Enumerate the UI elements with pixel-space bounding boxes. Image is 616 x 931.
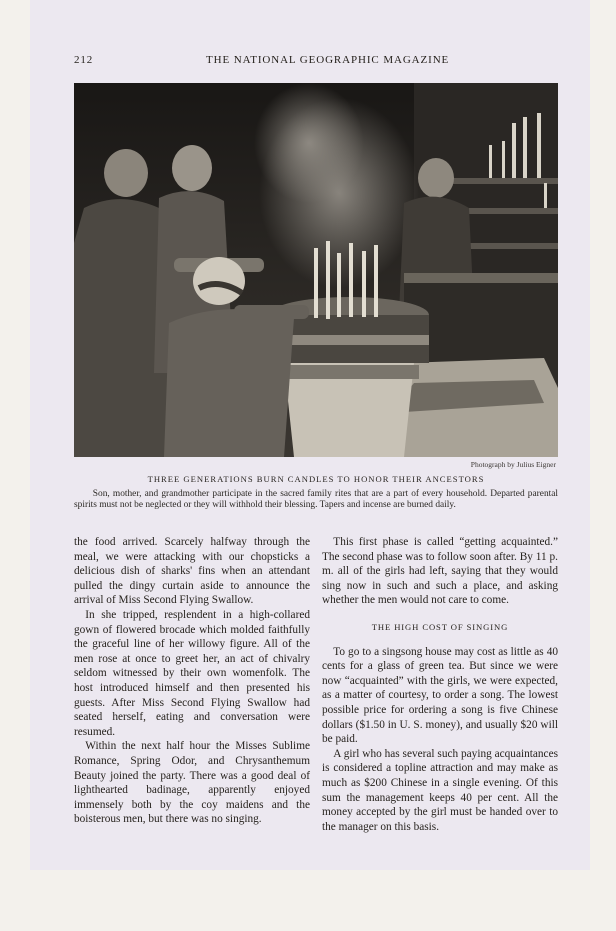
paragraph: This first phase is called “getting acquainted.” The second phase was to follow soon after. By 11 p. m. all of the girls had left, saying that they would sing now in such and such a place, and asking whether the men would not care to come. — [322, 536, 558, 607]
page-number: 212 — [74, 54, 94, 66]
magazine-page — [30, 0, 590, 870]
photo-credit: Photograph by Julius Eigner — [470, 460, 556, 469]
caption-title: THREE GENERATIONS BURN CANDLES TO HONOR THEIR ANCESTORS — [147, 474, 485, 484]
paragraph: the food arrived. Scarcely halfway through the meal, we were attacking with our chopsticks a delicious dish of sharks' fins when an attendant pulled the dingy curtain aside to announce the arrival of Miss Second Flying Swallow. — [74, 536, 310, 607]
right-column — [322, 535, 558, 834]
left-column — [74, 535, 310, 827]
running-header — [74, 54, 550, 70]
section-heading: THE HIGH COST OF SINGING — [371, 621, 509, 632]
paragraph: In she tripped, resplendent in a high-collared gown of flowered brocade which molded faithfully the graceful line of her willowy figure. All of the men rose at once to greet her, an act of chivalry seldom witnessed by their own womenfolk. The host introduced himself and then presented his guests. After Miss Second Flying Swallow had seated herself, eating and conversation were resumed. — [74, 608, 310, 738]
caption-body: Son, mother, and grandmother participate in the sacred family rites that are a part of every household. Departed parental spirits must not be neglected or they will withhold their blessing. Tapers and incense are burned daily. — [74, 489, 558, 510]
paragraph: Within the next half hour the Misses Sublime Romance, Spring Odor, and Chrysanthemum Beauty joined the party. There was a good deal of lighthearted badinage, apparently enjoyed immensely both by the coy maidens and the boisterous men, but there was no singing. — [74, 740, 310, 826]
photo-illustration — [74, 83, 558, 457]
magazine-title: THE NATIONAL GEOGRAPHIC MAGAZINE — [206, 54, 450, 66]
photograph-temple-candles — [74, 83, 558, 457]
paragraph: To go to a singsong house may cost as little as 40 cents for a glass of green tea. But since we were now “acquainted” with the girls, we were expected, as a matter of courtesy, to order a song. The lowest possible price for ordering a song is five Chinese dollars ($1.50 in U. S. money), and usually $20 will be paid. — [322, 645, 558, 746]
paragraph: A girl who has several such paying acquaintances is considered a topline attraction and may make as much as $200 Chinese in a single evening. Of this sum the management keeps 40 per cent. All the money accepted by the girl must be handed over to the manager on this basis. — [322, 747, 558, 833]
